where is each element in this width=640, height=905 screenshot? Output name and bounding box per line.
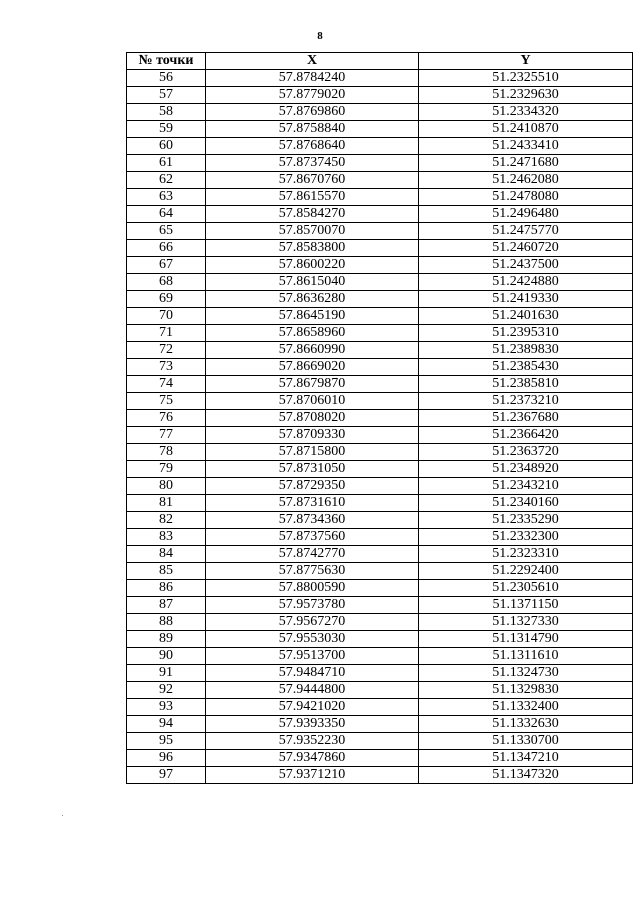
x-coordinate-cell: 57.8731610 [206,495,419,512]
table-row [127,206,633,223]
x-coordinate-cell: 57.8645190 [206,308,419,325]
point-number-cell: 87 [127,597,206,614]
table-row [127,427,633,444]
y-coordinate-cell: 51.2460720 [419,240,633,257]
y-coordinate-cell: 51.2340160 [419,495,633,512]
point-number-cell: 68 [127,274,206,291]
x-coordinate-cell: 57.8708020 [206,410,419,427]
point-number-cell: 82 [127,512,206,529]
x-coordinate-cell: 57.8636280 [206,291,419,308]
y-coordinate-cell: 51.2424880 [419,274,633,291]
table-row [127,563,633,580]
x-coordinate-cell: 57.8742770 [206,546,419,563]
point-number-cell: 69 [127,291,206,308]
x-coordinate-cell: 57.8570070 [206,223,419,240]
x-coordinate-cell: 57.8731050 [206,461,419,478]
y-coordinate-cell: 51.2496480 [419,206,633,223]
x-coordinate-cell: 57.8715800 [206,444,419,461]
table-row [127,257,633,274]
x-coordinate-cell: 57.8758840 [206,121,419,138]
table-row [127,631,633,648]
x-coordinate-cell: 57.9484710 [206,665,419,682]
table-row [127,410,633,427]
table-row [127,529,633,546]
y-coordinate-cell: 51.2410870 [419,121,633,138]
y-coordinate-cell: 51.2348920 [419,461,633,478]
y-coordinate-cell: 51.1347210 [419,750,633,767]
point-number-cell: 71 [127,325,206,342]
x-coordinate-cell: 57.8779020 [206,87,419,104]
y-coordinate-cell: 51.1324730 [419,665,633,682]
table-row [127,699,633,716]
table-row [127,274,633,291]
y-coordinate-cell: 51.1327330 [419,614,633,631]
table-row [127,614,633,631]
point-number-cell: 58 [127,104,206,121]
y-coordinate-cell: 51.2478080 [419,189,633,206]
y-coordinate-cell: 51.1332630 [419,716,633,733]
table-row [127,512,633,529]
y-coordinate-cell: 51.2292400 [419,563,633,580]
x-coordinate-cell: 57.9393350 [206,716,419,733]
table-row [127,648,633,665]
table-row [127,444,633,461]
y-coordinate-cell: 51.2334320 [419,104,633,121]
table-row [127,767,633,784]
y-coordinate-cell: 51.2395310 [419,325,633,342]
y-coordinate-cell: 51.1314790 [419,631,633,648]
page-number: 8 [317,30,323,42]
point-number-cell: 64 [127,206,206,223]
y-coordinate-cell: 51.1371150 [419,597,633,614]
y-coordinate-cell: 51.2437500 [419,257,633,274]
table-row [127,682,633,699]
x-coordinate-cell: 57.8706010 [206,393,419,410]
column-header-x: X [206,53,419,70]
point-number-cell: 75 [127,393,206,410]
column-header-point: № точки [127,53,206,70]
x-coordinate-cell: 57.9553030 [206,631,419,648]
point-number-cell: 96 [127,750,206,767]
table-body [127,70,633,784]
point-number-cell: 60 [127,138,206,155]
point-number-cell: 92 [127,682,206,699]
table-row [127,665,633,682]
table-row [127,733,633,750]
y-coordinate-cell: 51.2419330 [419,291,633,308]
table-row [127,478,633,495]
table-row [127,240,633,257]
point-number-cell: 59 [127,121,206,138]
x-coordinate-cell: 57.9513700 [206,648,419,665]
x-coordinate-cell: 57.8737560 [206,529,419,546]
x-coordinate-cell: 57.8679870 [206,376,419,393]
point-number-cell: 74 [127,376,206,393]
point-number-cell: 86 [127,580,206,597]
point-number-cell: 72 [127,342,206,359]
point-number-cell: 77 [127,427,206,444]
table-row [127,750,633,767]
y-coordinate-cell: 51.2389830 [419,342,633,359]
y-coordinate-cell: 51.2433410 [419,138,633,155]
point-number-cell: 78 [127,444,206,461]
table-row [127,342,633,359]
x-coordinate-cell: 57.9567270 [206,614,419,631]
table-row [127,495,633,512]
point-number-cell: 97 [127,767,206,784]
scan-speck [62,815,63,816]
x-coordinate-cell: 57.8600220 [206,257,419,274]
x-coordinate-cell: 57.8615570 [206,189,419,206]
y-coordinate-cell: 51.1329830 [419,682,633,699]
point-number-cell: 65 [127,223,206,240]
point-number-cell: 91 [127,665,206,682]
y-coordinate-cell: 51.2305610 [419,580,633,597]
x-coordinate-cell: 57.9573780 [206,597,419,614]
point-number-cell: 66 [127,240,206,257]
table-row [127,308,633,325]
x-coordinate-cell: 57.8734360 [206,512,419,529]
y-coordinate-cell: 51.2325510 [419,70,633,87]
x-coordinate-cell: 57.9444800 [206,682,419,699]
x-coordinate-cell: 57.8768640 [206,138,419,155]
table-row [127,291,633,308]
y-coordinate-cell: 51.2475770 [419,223,633,240]
table-row [127,325,633,342]
x-coordinate-cell: 57.8729350 [206,478,419,495]
y-coordinate-cell: 51.2343210 [419,478,633,495]
y-coordinate-cell: 51.2462080 [419,172,633,189]
x-coordinate-cell: 57.8615040 [206,274,419,291]
point-number-cell: 85 [127,563,206,580]
x-coordinate-cell: 57.9371210 [206,767,419,784]
point-number-cell: 89 [127,631,206,648]
y-coordinate-cell: 51.2367680 [419,410,633,427]
point-number-cell: 88 [127,614,206,631]
point-number-cell: 70 [127,308,206,325]
point-number-cell: 90 [127,648,206,665]
point-number-cell: 76 [127,410,206,427]
table-header-row [127,53,633,70]
point-number-cell: 67 [127,257,206,274]
x-coordinate-cell: 57.8800590 [206,580,419,597]
table-row [127,70,633,87]
y-coordinate-cell: 51.1347320 [419,767,633,784]
table-row [127,546,633,563]
point-number-cell: 84 [127,546,206,563]
point-number-cell: 93 [127,699,206,716]
table-row [127,87,633,104]
point-number-cell: 56 [127,70,206,87]
point-number-cell: 57 [127,87,206,104]
table-row [127,580,633,597]
x-coordinate-cell: 57.8584270 [206,206,419,223]
y-coordinate-cell: 51.2335290 [419,512,633,529]
column-header-y: Y [419,53,633,70]
point-number-cell: 80 [127,478,206,495]
x-coordinate-cell: 57.8769860 [206,104,419,121]
table-row [127,121,633,138]
y-coordinate-cell: 51.2329630 [419,87,633,104]
y-coordinate-cell: 51.1311610 [419,648,633,665]
table-row [127,376,633,393]
table-row [127,223,633,240]
x-coordinate-cell: 57.8583800 [206,240,419,257]
y-coordinate-cell: 51.2471680 [419,155,633,172]
x-coordinate-cell: 57.8658960 [206,325,419,342]
x-coordinate-cell: 57.8775630 [206,563,419,580]
y-coordinate-cell: 51.2366420 [419,427,633,444]
point-number-cell: 73 [127,359,206,376]
x-coordinate-cell: 57.9347860 [206,750,419,767]
point-number-cell: 63 [127,189,206,206]
y-coordinate-cell: 51.2385430 [419,359,633,376]
point-number-cell: 79 [127,461,206,478]
table-row [127,104,633,121]
point-number-cell: 61 [127,155,206,172]
table-row [127,189,633,206]
x-coordinate-cell: 57.8737450 [206,155,419,172]
point-number-cell: 95 [127,733,206,750]
table-row [127,138,633,155]
y-coordinate-cell: 51.2323310 [419,546,633,563]
x-coordinate-cell: 57.8784240 [206,70,419,87]
table-row [127,597,633,614]
table-row [127,716,633,733]
point-number-cell: 81 [127,495,206,512]
x-coordinate-cell: 57.9352230 [206,733,419,750]
coordinates-table [126,52,633,784]
x-coordinate-cell: 57.9421020 [206,699,419,716]
y-coordinate-cell: 51.2332300 [419,529,633,546]
y-coordinate-cell: 51.1330700 [419,733,633,750]
x-coordinate-cell: 57.8670760 [206,172,419,189]
y-coordinate-cell: 51.1332400 [419,699,633,716]
table-row [127,393,633,410]
point-number-cell: 62 [127,172,206,189]
x-coordinate-cell: 57.8709330 [206,427,419,444]
y-coordinate-cell: 51.2373210 [419,393,633,410]
table-row [127,461,633,478]
table-row [127,172,633,189]
table-row [127,155,633,172]
point-number-cell: 83 [127,529,206,546]
point-number-cell: 94 [127,716,206,733]
y-coordinate-cell: 51.2401630 [419,308,633,325]
table-row [127,359,633,376]
y-coordinate-cell: 51.2363720 [419,444,633,461]
x-coordinate-cell: 57.8669020 [206,359,419,376]
y-coordinate-cell: 51.2385810 [419,376,633,393]
x-coordinate-cell: 57.8660990 [206,342,419,359]
